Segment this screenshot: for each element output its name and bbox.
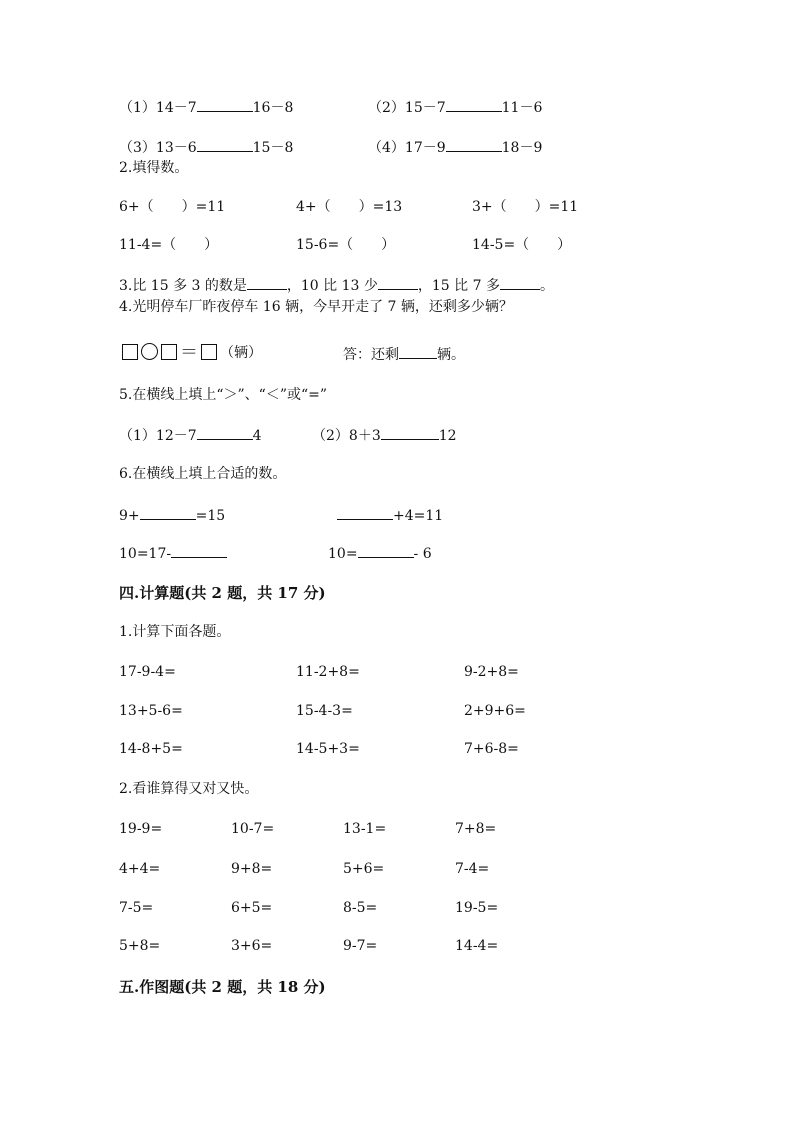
q5-item-1: （1）12－7 4 [119,428,262,444]
answer-blank[interactable] [337,506,393,520]
section-4-heading: 四.计算题(共 2 题，共 17 分) [119,584,326,602]
calc-item: 7+6-8= [464,741,519,757]
calc-item: 6+5= [231,900,273,916]
calc-item: 4+4= [119,861,161,877]
answer-blank[interactable] [399,345,437,359]
calc-item: 19-9= [119,821,163,837]
square-box[interactable] [161,344,177,360]
answer-blank[interactable] [140,506,196,520]
s4-part1-title: 1.计算下面各题。 [119,624,231,640]
q6-item-4: 10= - 6 [328,546,432,562]
q3-line: 3.比 15 多 3 的数是 ，10 比 13 少 ，15 比 7 多 。 [119,278,554,294]
calc-item: 3+6= [231,938,273,954]
q1-item-4: （4）17－9 18－9 [368,140,543,156]
q1-item-3: （3）13－6 15－8 [119,140,294,156]
answer-blank[interactable] [247,276,287,290]
q2-title: 2.填得数。 [119,160,189,176]
q2-expr: 4+（ ）=13 [296,199,403,215]
calc-item: 9-2+8= [464,664,519,680]
answer-blank[interactable] [381,426,439,440]
q4-answer: 答：还剩 辆。 [343,347,465,363]
calc-item: 11-2+8= [296,664,360,680]
calc-item: 13+5-6= [119,703,183,719]
square-box[interactable] [122,344,138,360]
q2-expr: 15-6=（ ） [296,237,396,253]
calc-item: 15-4-3= [296,703,353,719]
q1-item-1: （1）14－7 16－8 [119,100,294,116]
calc-item: 10-7= [231,821,275,837]
answer-blank[interactable] [500,276,540,290]
q2-expr: 14-5=（ ） [472,237,572,253]
q6-item-1: 9+ =15 [119,508,226,524]
square-box[interactable] [201,344,217,360]
q6-title: 6.在横线上填上合适的数。 [119,466,287,482]
calc-item: 19-5= [455,900,499,916]
q4-equation: ＝ （辆） [122,343,265,362]
q4-title: 4.光明停车厂昨夜停车 16 辆，今早开走了 7 辆，还剩多少辆？ [119,299,513,315]
answer-blank[interactable] [358,544,414,558]
q5-item-2: （2）8＋3 12 [312,428,457,444]
answer-blank[interactable] [378,276,418,290]
answer-blank[interactable] [171,544,227,558]
calc-item: 14-5+3= [296,741,360,757]
calc-item: 14-8+5= [119,741,183,757]
answer-blank[interactable] [197,98,253,112]
calc-item: 2+9+6= [464,703,526,719]
s4-part2-title: 2.看谁算得又对又快。 [119,781,259,797]
q5-title: 5.在横线上填上“＞”、“＜”或“=” [119,387,328,403]
calc-item: 9-7= [343,938,378,954]
q2-expr: 11-4=（ ） [119,237,219,253]
calc-item: 9+8= [231,861,273,877]
calc-item: 13-1= [343,821,387,837]
calc-item: 17-9-4= [119,664,176,680]
answer-blank[interactable] [446,98,502,112]
calc-item: 8-5= [343,900,378,916]
calc-item: 5+6= [343,861,385,877]
q1-item-2: （2）15－7 11－6 [368,100,543,116]
calc-item: 7-5= [119,900,154,916]
circle-box[interactable] [141,343,158,360]
q2-expr: 6+（ ）=11 [119,199,226,215]
calc-item: 14-4= [455,938,499,954]
answer-blank[interactable] [197,426,253,440]
q6-item-2: +4=11 [337,506,443,525]
q6-item-3: 10=17- [119,544,227,563]
section-5-heading: 五.作图题(共 2 题，共 18 分) [119,978,326,996]
calc-item: 7+8= [455,821,497,837]
answer-blank[interactable] [446,138,502,152]
calc-item: 7-4= [455,861,490,877]
equals-sign: ＝ [180,342,198,363]
calc-item: 5+8= [119,938,161,954]
q2-expr: 3+（ ）=11 [472,199,579,215]
answer-blank[interactable] [197,138,253,152]
